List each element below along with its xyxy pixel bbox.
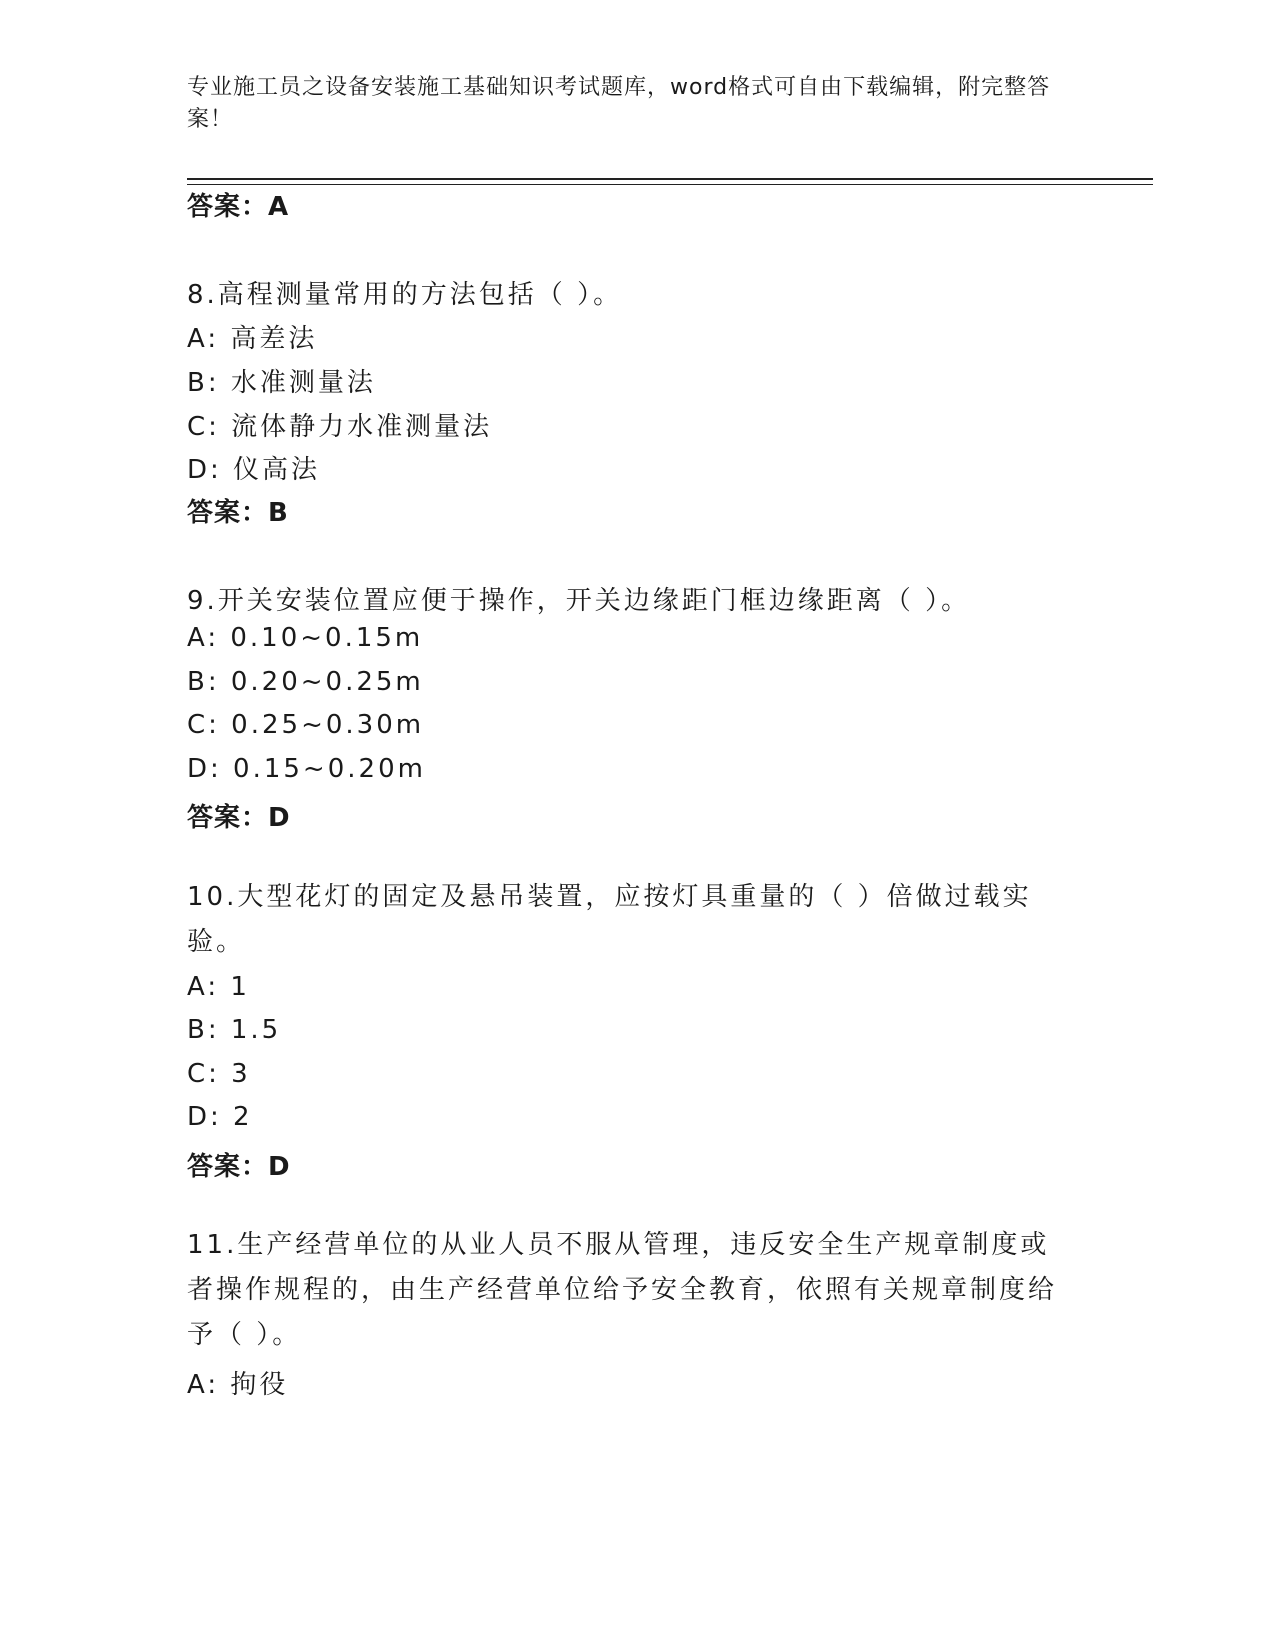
question-9-option-b: B: 0.20~0.25m bbox=[187, 667, 424, 697]
question-8-option-d: D: 仪高法 bbox=[187, 455, 321, 485]
question-9-option-d: D: 0.15~0.20m bbox=[187, 754, 426, 784]
question-10-text: 10.大型花灯的固定及悬吊装置，应按灯具重量的（ ）倍做过载实验。 bbox=[187, 882, 1032, 957]
question-11-option-a: A: 拘役 bbox=[187, 1370, 289, 1400]
question-9-option-c: C: 0.25~0.30m bbox=[187, 710, 425, 740]
question-9-text: 9.开关安装位置应便于操作，开关边缘距门框边缘距离（ ）。 bbox=[187, 586, 971, 616]
header-rule-thin bbox=[187, 184, 1153, 185]
question-9-option-a: A: 0.10~0.15m bbox=[187, 623, 424, 653]
question-8-answer: 答案：B bbox=[187, 498, 289, 528]
previous-answer: 答案：A bbox=[187, 192, 290, 222]
question-8-option-c: C: 流体静力水准测量法 bbox=[187, 412, 493, 442]
question-8-option-b: B: 水准测量法 bbox=[187, 368, 376, 398]
question-11-text: 11.生产经营单位的从业人员不服从管理，违反安全生产规章制度或者操作规程的，由生产经营单位给予安全教育，依照有关规章制度给予（ ）。 bbox=[187, 1230, 1058, 1350]
header-rule-thick bbox=[187, 178, 1153, 180]
question-8-option-a: A: 高差法 bbox=[187, 324, 318, 354]
question-9-answer: 答案：D bbox=[187, 803, 291, 833]
question-10-option-a: A: 1 bbox=[187, 972, 250, 1002]
question-10-option-b: B: 1.5 bbox=[187, 1015, 282, 1045]
question-10-option-c: C: 3 bbox=[187, 1059, 251, 1089]
question-10-answer: 答案：D bbox=[187, 1152, 291, 1182]
question-10-option-d: D: 2 bbox=[187, 1102, 253, 1132]
question-8-text: 8.高程测量常用的方法包括（ ）。 bbox=[187, 280, 623, 310]
document-header: 专业施工员之设备安装施工基础知识考试题库，word格式可自由下载编辑，附完整答案！ bbox=[187, 75, 1051, 132]
